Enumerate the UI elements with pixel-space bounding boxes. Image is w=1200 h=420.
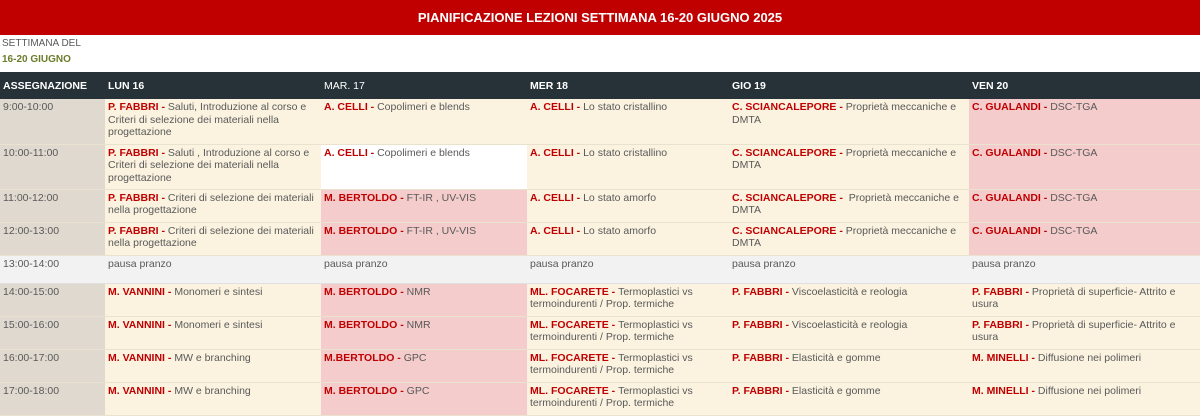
lesson-topic: Saluti, Introduzione al corso e Criteri di selezione dei materiali nella progettazione xyxy=(108,101,307,138)
lesson-topic: Lo stato amorfo xyxy=(583,191,657,204)
lunch-row xyxy=(0,255,1200,283)
teacher-name: M. MINELLI xyxy=(972,384,1029,397)
separator: - xyxy=(1028,384,1038,397)
table-row xyxy=(0,99,1200,144)
lesson-cell-ven xyxy=(969,144,1200,189)
time-slot: 16:00-17:00 xyxy=(0,349,105,382)
time-slot: 11:00-12:00 xyxy=(0,189,105,222)
lesson-topic: Termoplastici vs termoindurenti / Prop. termiche xyxy=(530,285,693,310)
lesson-topic: Elasticità e gomme xyxy=(791,384,881,397)
lesson-cell-mer xyxy=(527,283,729,316)
time-slot: 12:00-13:00 xyxy=(0,222,105,255)
lesson-cell-mer xyxy=(527,382,729,415)
teacher-name: ML. FOCARETE xyxy=(530,384,609,397)
lesson-cell-mer xyxy=(527,222,729,255)
lesson-cell-ven xyxy=(969,316,1200,349)
lesson-cell-ven xyxy=(969,349,1200,382)
teacher-name: M. VANNINI xyxy=(108,318,165,331)
separator: - xyxy=(397,285,407,298)
time-slot: 17:00-18:00 xyxy=(0,382,105,415)
lesson-cell-lun xyxy=(105,99,321,144)
lesson-cell-mer xyxy=(527,316,729,349)
teacher-name: M. BERTOLDO xyxy=(324,285,398,298)
lesson-topic: FT-IR , UV-VIS xyxy=(406,191,477,204)
teacher-name: M. VANNINI xyxy=(108,384,165,397)
lesson-cell-gio xyxy=(729,144,969,189)
separator: - xyxy=(782,384,792,397)
table-row xyxy=(0,189,1200,222)
separator: - xyxy=(1040,101,1051,113)
lesson-cell-mer xyxy=(527,349,729,382)
separator: - xyxy=(573,191,584,204)
lesson-topic: MW e branching xyxy=(174,384,251,397)
teacher-name: C. GUALANDI xyxy=(972,146,1041,159)
lunch-cell-lun: pausa pranzo xyxy=(105,255,321,283)
lesson-topic: Viscoelasticità e reologia xyxy=(791,318,908,331)
teacher-name: P. FABBRI xyxy=(108,101,159,113)
lesson-cell-gio xyxy=(729,316,969,349)
teacher-name: ML. FOCARETE xyxy=(530,318,609,331)
teacher-name: A. CELLI xyxy=(324,146,368,159)
page-title: PIANIFICAZIONE LEZIONI SETTIMANA 16-20 GIUGNO 2025 xyxy=(0,0,1200,35)
time-slot: 13:00-14:00 xyxy=(0,255,105,283)
lesson-topic: DSC-TGA xyxy=(1050,224,1098,237)
lesson-cell-mar xyxy=(321,189,527,222)
lesson-topic: MW e branching xyxy=(174,351,251,364)
lesson-topic: Diffusione nei polimeri xyxy=(1037,351,1142,364)
lesson-topic: Monomeri e sintesi xyxy=(174,318,263,331)
lesson-cell-mer xyxy=(527,99,729,144)
header-day-mar: MAR. 17 xyxy=(321,72,527,99)
table-row xyxy=(0,382,1200,415)
table-row xyxy=(0,222,1200,255)
lesson-cell-ven xyxy=(969,382,1200,415)
lesson-topic: Termoplastici vs termoindurenti / Prop. termiche xyxy=(530,318,693,343)
separator: - xyxy=(397,318,407,331)
lesson-cell-mar xyxy=(321,283,527,316)
separator: - xyxy=(608,351,619,364)
teacher-name: ML. FOCARETE xyxy=(530,351,609,364)
week-value: 16-20 GIUGNO xyxy=(2,54,71,65)
separator: - xyxy=(164,351,175,364)
teacher-name: A. CELLI xyxy=(530,146,574,159)
lesson-cell-mer xyxy=(527,189,729,222)
lesson-topic: Criteri di selezione dei materiali nella progettazione xyxy=(108,191,314,216)
teacher-name: M. BERTOLDO xyxy=(324,224,398,237)
teacher-name: M.BERTOLDO xyxy=(324,351,395,364)
separator: - xyxy=(158,191,168,204)
lesson-topic: Proprietà meccaniche e DMTA xyxy=(732,224,957,249)
lesson-cell-lun xyxy=(105,316,321,349)
teacher-name: P. FABBRI xyxy=(972,285,1023,298)
separator: - xyxy=(164,318,175,331)
separator: - xyxy=(1022,318,1032,331)
lunch-cell-mer: pausa pranzo xyxy=(527,255,729,283)
lunch-cell-mar: pausa pranzo xyxy=(321,255,527,283)
lesson-cell-lun xyxy=(105,382,321,415)
lesson-cell-mar xyxy=(321,382,527,415)
lesson-cell-gio xyxy=(729,349,969,382)
lesson-topic: GPC xyxy=(406,384,430,397)
lesson-topic: Monomeri e sintesi xyxy=(174,285,263,298)
lesson-topic: Elasticità e gomme xyxy=(791,351,881,364)
lesson-topic: Proprietà di superficie- Attrito e usura xyxy=(972,285,1176,310)
teacher-name: P. FABBRI xyxy=(732,351,783,364)
lesson-topic: Proprietà meccaniche e DMTA xyxy=(732,101,957,126)
lesson-topic: NMR xyxy=(406,285,431,298)
lesson-cell-lun xyxy=(105,222,321,255)
lesson-topic: Copolimeri e blends xyxy=(377,146,470,159)
teacher-name: P. FABBRI xyxy=(108,146,159,159)
lesson-cell-gio xyxy=(729,189,969,222)
lesson-cell-ven xyxy=(969,189,1200,222)
teacher-name: P. FABBRI xyxy=(108,224,159,237)
separator: - xyxy=(164,285,175,298)
separator: - xyxy=(1040,191,1051,204)
lesson-cell-lun xyxy=(105,349,321,382)
teacher-name: C. SCIANCALEPORE xyxy=(732,101,837,113)
separator: - xyxy=(782,285,792,298)
separator: - xyxy=(608,285,619,298)
separator: - xyxy=(397,191,407,204)
separator: - xyxy=(573,146,584,159)
lesson-topic: Diffusione nei polimeri xyxy=(1037,384,1142,397)
table-row xyxy=(0,283,1200,316)
lesson-cell-lun xyxy=(105,189,321,222)
separator: - xyxy=(158,146,168,159)
lesson-topic: Termoplastici vs termoindurenti / Prop. termiche xyxy=(530,384,693,409)
lesson-cell-gio xyxy=(729,382,969,415)
lesson-topic: Lo stato amorfo xyxy=(583,224,657,237)
teacher-name: C. GUALANDI xyxy=(972,101,1041,113)
separator: - xyxy=(397,384,407,397)
teacher-name: M. VANNINI xyxy=(108,285,165,298)
separator: - xyxy=(836,224,846,237)
teacher-name: M. VANNINI xyxy=(108,351,165,364)
lesson-topic: Viscoelasticità e reologia xyxy=(791,285,908,298)
lesson-cell-lun xyxy=(105,283,321,316)
separator: - xyxy=(836,101,846,113)
week-label: SETTIMANA DEL xyxy=(2,38,81,49)
separator: - xyxy=(158,224,168,237)
separator: - xyxy=(1040,146,1051,159)
table-row xyxy=(0,316,1200,349)
time-slot: 9:00-10:00 xyxy=(0,99,105,144)
teacher-name: M. BERTOLDO xyxy=(324,191,398,204)
separator: - xyxy=(608,384,619,397)
lesson-cell-mar xyxy=(321,222,527,255)
lunch-cell-gio: pausa pranzo xyxy=(729,255,969,283)
lesson-cell-ven xyxy=(969,222,1200,255)
separator: - xyxy=(367,101,378,113)
teacher-name: C. GUALANDI xyxy=(972,191,1041,204)
teacher-name: P. FABBRI xyxy=(732,318,783,331)
separator: - xyxy=(1028,351,1038,364)
lunch-cell-ven: pausa pranzo xyxy=(969,255,1200,283)
teacher-name: P. FABBRI xyxy=(108,191,159,204)
teacher-name: A. CELLI xyxy=(530,101,574,113)
lesson-topic: Proprietà meccaniche e DMTA xyxy=(732,146,957,171)
lesson-cell-mer xyxy=(527,144,729,189)
separator: - xyxy=(836,191,849,204)
separator: - xyxy=(164,384,175,397)
lesson-topic: Copolimeri e blends xyxy=(377,101,470,113)
teacher-name: P. FABBRI xyxy=(732,285,783,298)
teacher-name: M. MINELLI xyxy=(972,351,1029,364)
lesson-topic: GPC xyxy=(403,351,427,364)
teacher-name: C. SCIANCALEPORE xyxy=(732,224,837,237)
teacher-name: C. SCIANCALEPORE xyxy=(732,191,837,204)
lesson-cell-mar xyxy=(321,99,527,144)
lesson-cell-gio xyxy=(729,283,969,316)
separator: - xyxy=(782,318,792,331)
separator: - xyxy=(573,224,584,237)
schedule-table xyxy=(0,72,1200,416)
header-row xyxy=(0,72,1200,99)
teacher-name: M. BERTOLDO xyxy=(324,384,398,397)
lesson-topic: DSC-TGA xyxy=(1050,101,1098,113)
separator: - xyxy=(836,146,846,159)
header-day-mer: MER 18 xyxy=(527,72,729,99)
table-row xyxy=(0,144,1200,189)
teacher-name: P. FABBRI xyxy=(972,318,1023,331)
teacher-name: P. FABBRI xyxy=(732,384,783,397)
separator: - xyxy=(573,101,584,113)
separator: - xyxy=(1022,285,1032,298)
header-day-ven: VEN 20 xyxy=(969,72,1200,99)
time-slot: 10:00-11:00 xyxy=(0,144,105,189)
lesson-cell-mar xyxy=(321,144,527,189)
table-row xyxy=(0,349,1200,382)
header-day-lun: LUN 16 xyxy=(105,72,321,99)
teacher-name: A. CELLI xyxy=(324,101,368,113)
lesson-topic: Lo stato cristallino xyxy=(583,146,668,159)
lesson-topic: Saluti , Introduzione al corso e Criteri di selezione dei materiali nella progettazione xyxy=(108,146,310,184)
lesson-cell-lun xyxy=(105,144,321,189)
lesson-topic: DSC-TGA xyxy=(1050,146,1098,159)
time-slot: 14:00-15:00 xyxy=(0,283,105,316)
lesson-topic: NMR xyxy=(406,318,431,331)
lesson-topic: Proprietà meccaniche e DMTA xyxy=(732,191,959,216)
separator: - xyxy=(782,351,792,364)
lesson-cell-gio xyxy=(729,222,969,255)
header-day-gio: GIO 19 xyxy=(729,72,969,99)
header-assegnazione: ASSEGNAZIONE xyxy=(0,72,105,99)
lesson-cell-gio xyxy=(729,99,969,144)
lesson-cell-mar xyxy=(321,316,527,349)
separator: - xyxy=(367,146,378,159)
time-slot: 15:00-16:00 xyxy=(0,316,105,349)
lesson-topic: FT-IR , UV-VIS xyxy=(406,224,477,237)
teacher-name: ML. FOCARETE xyxy=(530,285,609,298)
separator: - xyxy=(608,318,619,331)
teacher-name: C. GUALANDI xyxy=(972,224,1041,237)
lesson-topic: Lo stato cristallino xyxy=(583,101,668,113)
separator: - xyxy=(394,351,404,364)
lesson-cell-ven xyxy=(969,99,1200,144)
lesson-cell-ven xyxy=(969,283,1200,316)
lesson-topic: DSC-TGA xyxy=(1050,191,1098,204)
lesson-topic: Termoplastici vs termoindurenti / Prop. termiche xyxy=(530,351,693,376)
separator: - xyxy=(158,101,168,113)
teacher-name: C. SCIANCALEPORE xyxy=(732,146,837,159)
separator: - xyxy=(397,224,407,237)
separator: - xyxy=(1040,224,1051,237)
lesson-topic: Criteri di selezione dei materiali nella progettazione xyxy=(108,224,314,249)
lesson-topic: Proprietà di superficie- Attrito e usura xyxy=(972,318,1176,343)
lesson-cell-mar xyxy=(321,349,527,382)
teacher-name: A. CELLI xyxy=(530,224,574,237)
teacher-name: A. CELLI xyxy=(530,191,574,204)
teacher-name: M. BERTOLDO xyxy=(324,318,398,331)
